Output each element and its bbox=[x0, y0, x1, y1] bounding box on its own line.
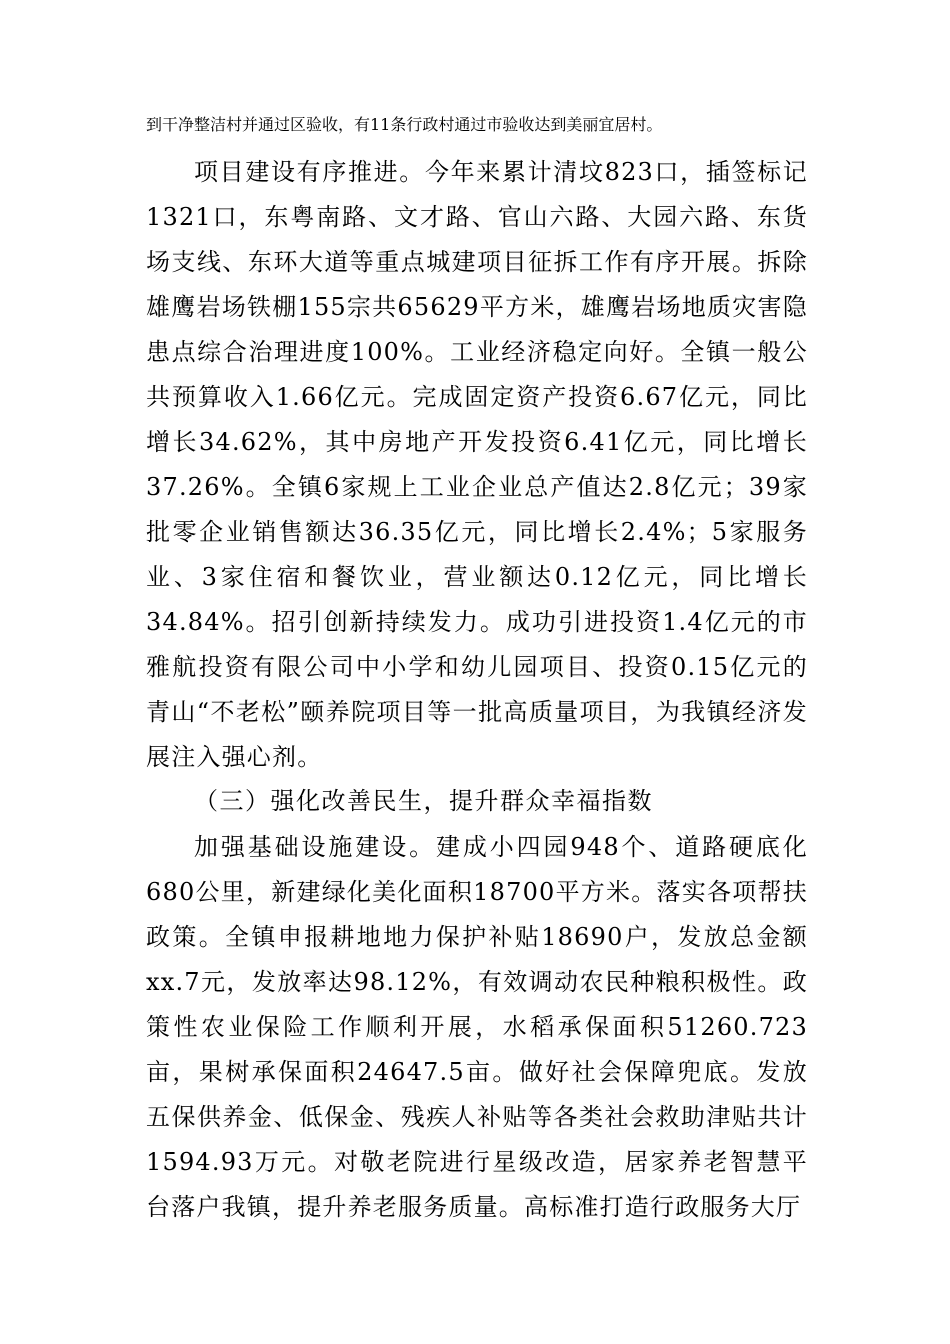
paragraph-infrastructure: 加强基础设施建设。建成小四园948个、道路硬底化680公里，新建绿化美化面积18700平方米。落实各项帮扶政策。全镇申报耕地地力保护补贴18690户，发放总金额xx.7元，发放率达98.12%，有效调动农民种粮积极性。政策性农业保险工作顺利开展，水稻承保面积51260.723亩，果树承保面积24647.5亩。做好社会保障兜底。发放五保供养金、低保金、残疾人补贴等各类社会救助津贴共计1594.93万元。对敬老院进行星级改造，居家养老智慧平台落户我镇，提升养老服务质量。高标准打造行政服务大厅 bbox=[146, 833, 808, 1221]
paragraph-project-construction: 项目建设有序推进。今年来累计清坟823口，插签标记1321口，东粤南路、文才路、官山六路、大园六路、东货场支线、东环大道等重点城建项目征拆工作有序开展。拆除雄鹰岩场铁棚155宗共65629平方米，雄鹰岩场地质灾害隐患点综合治理进度100%。工业经济稳定向好。全镇一般公共预算收入1.66亿元。完成固定资产投资6.67亿元，同比增长34.62%，其中房地产开发投资6.41亿元，同比增长37.26%。全镇6家规上工业企业总产值达2.8亿元；39家批零企业销售额达36.35亿元，同比增长2.4%；5家服务业、3家住宿和餐饮业，营业额达0.12亿元，同比增长34.84%。招引创新持续发力。成功引进投资1.4亿元的市雅航投资有限公司中小学和幼儿园项目、投资0.15亿元的青山“不老松”颐养院项目等一批高质量项目，为我镇经济发展注入强心剂。 bbox=[146, 158, 808, 771]
section-heading: （三）强化改善民生，提升群众幸福指数 bbox=[194, 787, 653, 815]
continued-text-line: 到干净整洁村并通过区验收，有11条行政村通过市验收达到美丽宜居村。 bbox=[146, 115, 663, 134]
